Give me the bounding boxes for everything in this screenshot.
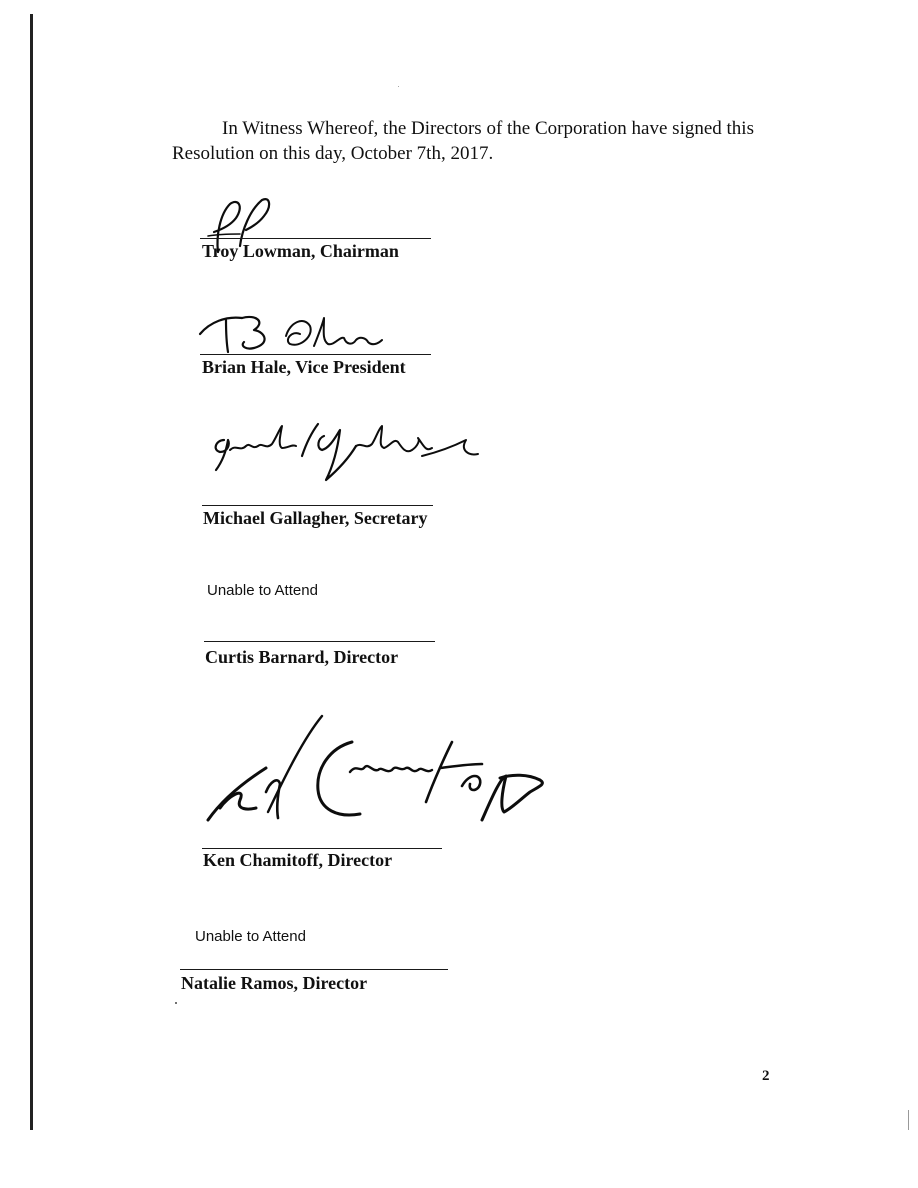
signatory-name: Curtis Barnard, Director — [205, 647, 399, 667]
signatory-name: Michael Gallagher, Secretary — [203, 508, 428, 528]
signature-brian-hale — [196, 306, 386, 358]
unable-to-attend-note: Unable to Attend — [207, 582, 318, 599]
scan-speck — [398, 86, 399, 87]
signature-line — [202, 505, 433, 506]
scan-edge-right — [908, 1110, 909, 1130]
signatory-name: Natalie Ramos, Director — [181, 973, 368, 993]
witness-paragraph-text: In Witness Whereof, the Directors of the Corporation have signed this Resolution on this day, October 7th, 2017. — [172, 118, 754, 164]
signature-line — [202, 848, 442, 849]
signature-line — [200, 354, 431, 355]
signature-line — [180, 969, 448, 970]
page-number: 2 — [762, 1068, 770, 1084]
signature-michael-gallagher — [206, 416, 484, 490]
scan-speck — [175, 1002, 177, 1004]
signatory-name: Troy Lowman, Chairman — [202, 241, 399, 261]
signature-ken-chamitoff — [200, 712, 550, 828]
signatory-name: Brian Hale, Vice President — [202, 357, 406, 377]
signatory-name: Ken Chamitoff, Director — [203, 850, 393, 870]
signature-line — [200, 238, 431, 239]
unable-to-attend-note: Unable to Attend — [195, 928, 306, 945]
signature-line — [204, 641, 435, 642]
witness-paragraph — [172, 116, 792, 166]
scan-edge-left — [30, 14, 33, 1130]
